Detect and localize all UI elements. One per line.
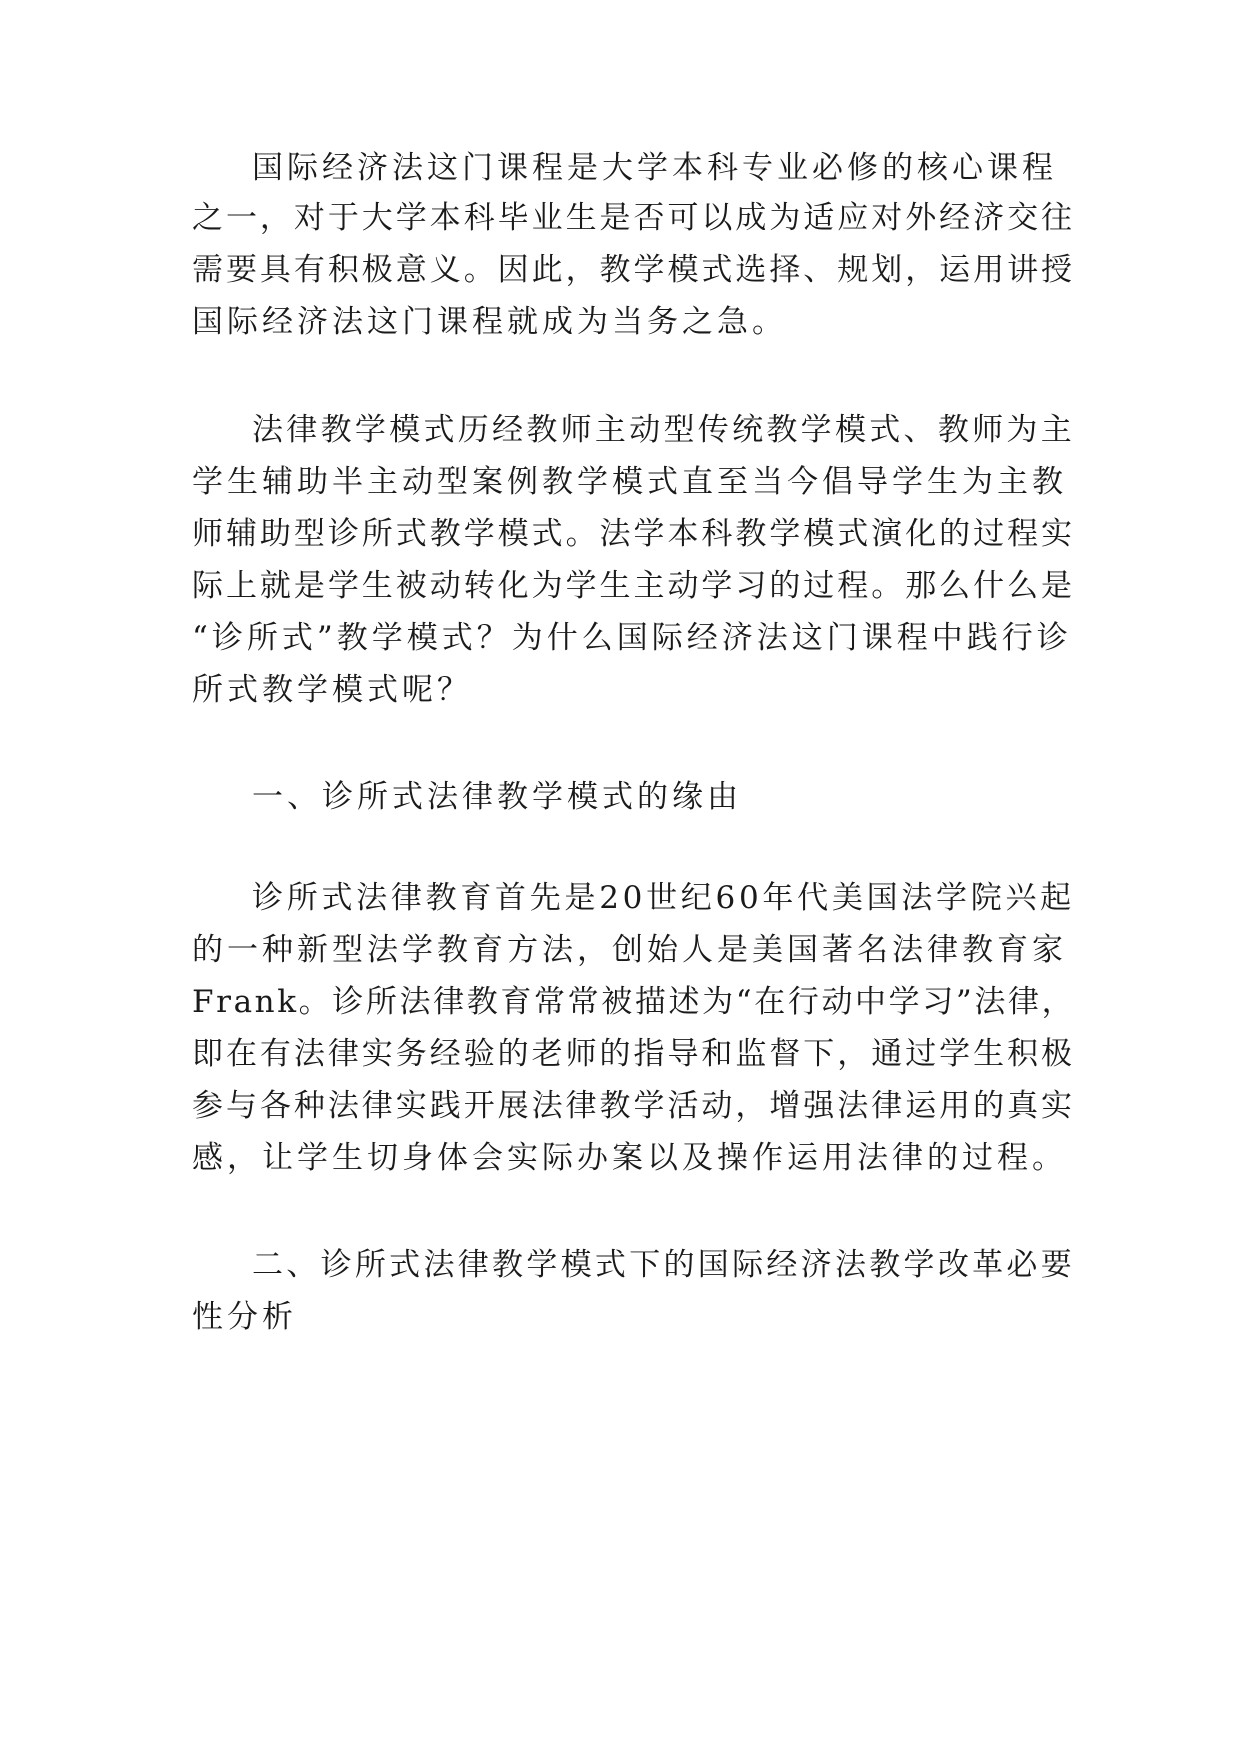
text-line: Frank。诊所法律教育常常被描述为“在行动中学习”法律， (192, 984, 1076, 1020)
text-line: 学生辅助半主动型案例教学模式直至当今倡导学生为主教 (192, 464, 1067, 500)
heading-line: 一、诊所式法律教学模式的缘由 (252, 779, 742, 815)
heading-line: 二、诊所式法律教学模式下的国际经济法教学改革必要 (252, 1247, 1075, 1283)
heading-line: 性分析 (192, 1299, 297, 1335)
text-line: 法律教学模式历经教师主动型传统教学模式、教师为主 (252, 412, 1075, 448)
text-line: “诊所式”教学模式？为什么国际经济法这门课程中践行诊 (192, 620, 1072, 656)
text-line: 所式教学模式呢？ (192, 672, 472, 708)
text-line: 国际经济法这门课程就成为当务之急。 (192, 304, 787, 340)
text-line: 际上就是学生被动转化为学生主动学习的过程。那么什么是 (192, 568, 1075, 604)
text-line: 的一种新型法学教育方法，创始人是美国著名法律教育家 (192, 932, 1067, 968)
text-line: 之一，对于大学本科毕业生是否可以成为适应对外经济交往 (192, 200, 1075, 236)
text-line: 诊所式法律教育首先是20世纪60年代美国法学院兴起 (252, 880, 1075, 916)
text-line: 师辅助型诊所式教学模式。法学本科教学模式演化的过程实 (192, 516, 1075, 552)
text-line: 需要具有积极意义。因此，教学模式选择、规划，运用讲授 (192, 252, 1075, 288)
text-line: 即在有法律实务经验的老师的指导和监督下，通过学生积极 (192, 1036, 1075, 1072)
text-line: 国际经济法这门课程是大学本科专业必修的核心课程 (252, 150, 1057, 186)
text-line: 感，让学生切身体会实际办案以及操作运用法律的过程。 (192, 1140, 1067, 1176)
text-line: 参与各种法律实践开展法律教学活动，增强法律运用的真实 (192, 1088, 1075, 1124)
